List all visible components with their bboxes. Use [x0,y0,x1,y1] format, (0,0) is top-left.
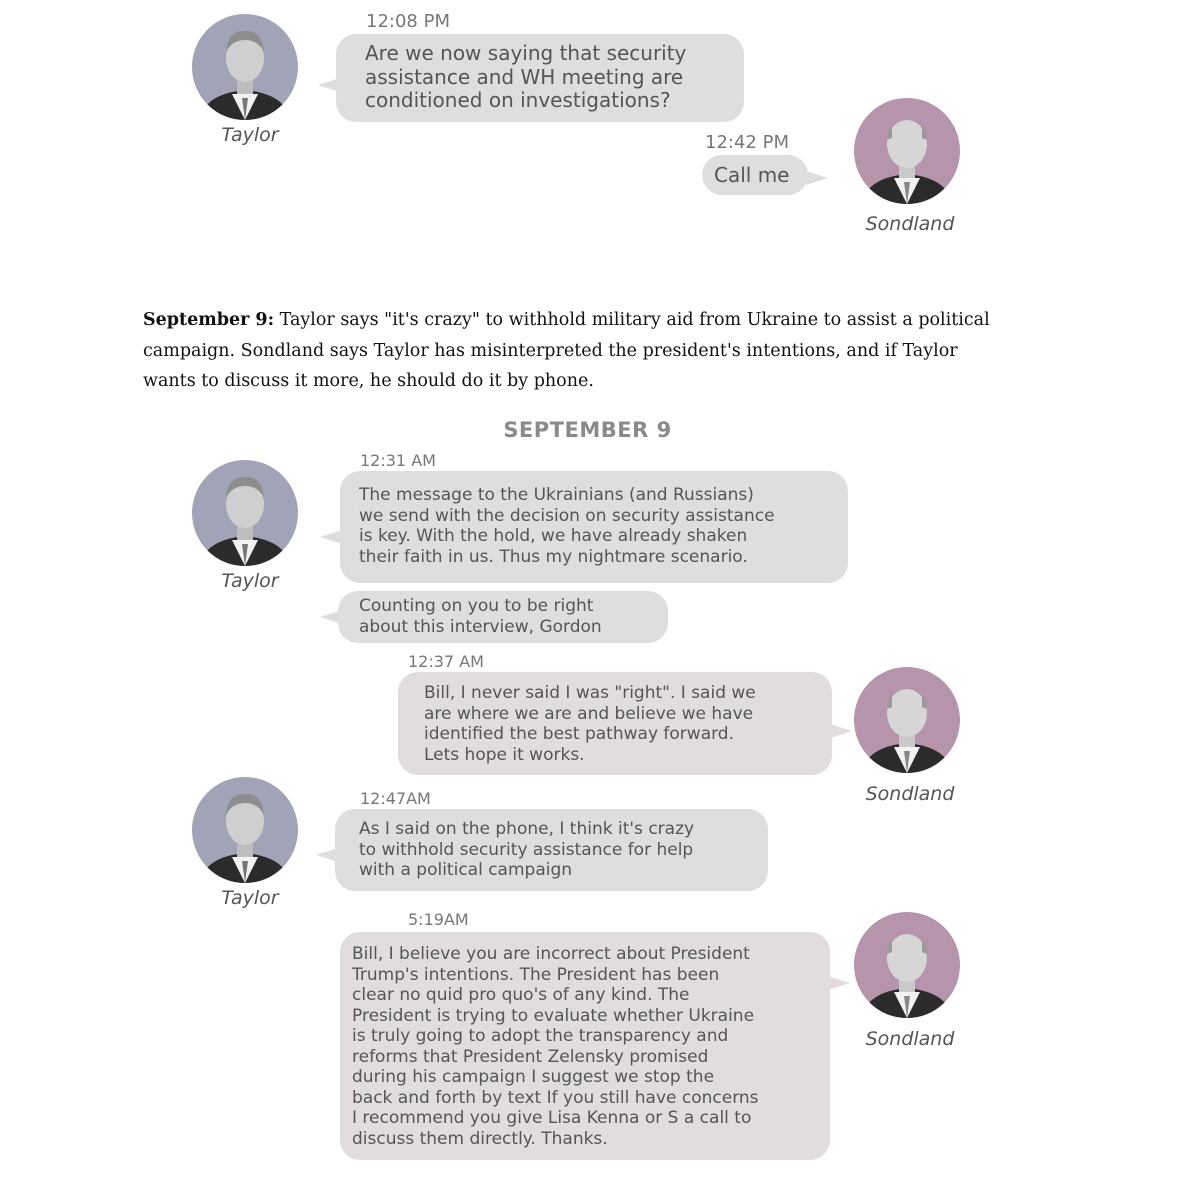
bubble-tail [320,530,342,544]
message-time: 5:19AM [408,910,469,929]
message-bubble: Are we now saying that security assistance and WH meeting are conditioned on investigations? [336,34,744,122]
message-time: 12:08 PM [366,11,450,32]
taylor-avatar [192,460,298,566]
sondland-portrait [854,98,960,204]
section-title: SEPTEMBER 9 [503,418,672,442]
sondland-avatar [854,912,960,1018]
taylor-portrait [192,14,298,120]
taylor-name: Taylor [221,124,279,146]
sondland-name: Sondland [865,1028,955,1050]
message-bubble: The message to the Ukrainians (and Russians) we send with the decision on security assistance is key. With the hold, we have already shaken their faith in us. Thus my nightmare scenario. [340,471,848,583]
message-time: 12:47AM [360,789,431,808]
message-bubble: Bill, I believe you are incorrect about President Trump's intentions. The President has been clear no quid pro quo's of any kind. The President is trying to evaluate whether Ukraine is truly going to adopt the transparency and reforms that President Zelensky promised during his campaign I suggest we stop the back and forth by text If you still have concerns I recommend you give Lisa Kenna or S a call to discuss them directly. Thanks. [340,932,830,1160]
bubble-tail [830,724,852,738]
taylor-portrait [192,777,298,883]
message-time: 12:42 PM [705,132,789,153]
taylor-name: Taylor [221,887,279,909]
message-bubble: Bill, I never said I was "right". I said we are where we are and believe we have identified the best pathway forward. Lets hope it works. [398,672,832,775]
bubble-tail [828,976,850,990]
sondland-avatar [854,98,960,204]
message-time: 12:37 AM [408,652,484,671]
message-bubble: Call me [702,155,808,195]
summary-paragraph [143,305,1013,397]
sondland-portrait [854,912,960,1018]
paragraph-date: September 9: [143,310,275,330]
message-bubble: Counting on you to be right about this interview, Gordon [338,591,668,643]
paragraph-body: Taylor says "it's crazy" to withhold military aid from Ukraine to assist a political campaign. Sondland says Taylor has misinterpreted the president's intentions, and if Taylor wants to discuss it more, he should do it by phone. [143,310,990,391]
taylor-avatar [192,14,298,120]
sondland-avatar [854,667,960,773]
message-time: 12:31 AM [360,451,436,470]
message-bubble: As I said on the phone, I think it's crazy to withhold security assistance for help with a political campaign [335,809,768,891]
bubble-tail [806,171,828,185]
taylor-avatar [192,777,298,883]
sondland-name: Sondland [865,213,955,235]
taylor-name: Taylor [221,570,279,592]
sondland-name: Sondland [865,783,955,805]
sondland-portrait [854,667,960,773]
taylor-portrait [192,460,298,566]
